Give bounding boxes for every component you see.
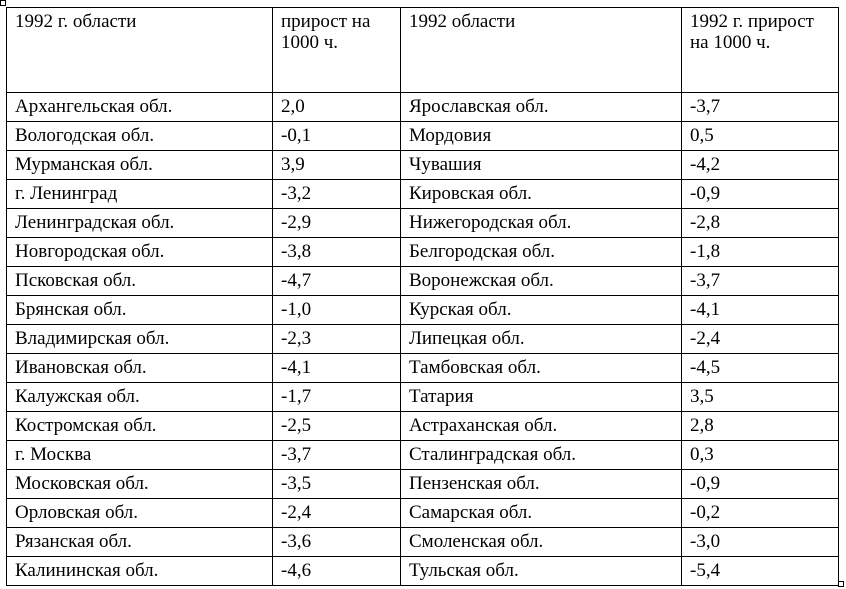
growth-left-cell: -3,6 — [273, 528, 401, 557]
growth-right-cell: -3,7 — [682, 267, 839, 296]
growth-right-cell: -0,9 — [682, 470, 839, 499]
region-right-cell: Мордовия — [401, 122, 682, 151]
header-region-right: 1992 области — [401, 8, 682, 93]
region-left-cell: Архангельская обл. — [7, 93, 273, 122]
growth-left-cell: -2,4 — [273, 499, 401, 528]
growth-left-cell: 2,0 — [273, 93, 401, 122]
growth-left-cell: -1,0 — [273, 296, 401, 325]
region-right-cell: Белгородская обл. — [401, 238, 682, 267]
table-row — [7, 412, 839, 441]
region-left-cell: Рязанская обл. — [7, 528, 273, 557]
growth-left-cell: -3,7 — [273, 441, 401, 470]
region-right-cell: Пензенская обл. — [401, 470, 682, 499]
region-right-cell: Тульская обл. — [401, 557, 682, 586]
table-row — [7, 180, 839, 209]
table-row — [7, 499, 839, 528]
region-right-cell: Сталинградская обл. — [401, 441, 682, 470]
growth-right-cell: -2,8 — [682, 209, 839, 238]
growth-right-cell: -2,4 — [682, 325, 839, 354]
growth-left-cell: -0,1 — [273, 122, 401, 151]
region-left-cell: Костромская обл. — [7, 412, 273, 441]
growth-left-cell: -4,6 — [273, 557, 401, 586]
table-row — [7, 93, 839, 122]
table-row — [7, 151, 839, 180]
growth-right-cell: -4,1 — [682, 296, 839, 325]
growth-right-cell: -0,9 — [682, 180, 839, 209]
growth-right-cell: 3,5 — [682, 383, 839, 412]
table-row — [7, 441, 839, 470]
growth-right-cell: -5,4 — [682, 557, 839, 586]
region-right-cell: Ярославская обл. — [401, 93, 682, 122]
region-left-cell: Ленинградская обл. — [7, 209, 273, 238]
region-left-cell: Брянская обл. — [7, 296, 273, 325]
table-row — [7, 238, 839, 267]
growth-left-cell: -2,3 — [273, 325, 401, 354]
growth-right-cell: -1,8 — [682, 238, 839, 267]
region-left-cell: г. Москва — [7, 441, 273, 470]
region-left-cell: Псковская обл. — [7, 267, 273, 296]
growth-left-cell: -4,7 — [273, 267, 401, 296]
region-left-cell: Орловская обл. — [7, 499, 273, 528]
growth-right-cell: 0,3 — [682, 441, 839, 470]
growth-right-cell: -3,0 — [682, 528, 839, 557]
region-right-cell: Липецкая обл. — [401, 325, 682, 354]
table-resize-handle[interactable] — [838, 581, 844, 587]
region-left-cell: Московская обл. — [7, 470, 273, 499]
region-right-cell: Курская обл. — [401, 296, 682, 325]
region-right-cell: Тамбовская обл. — [401, 354, 682, 383]
regional-population-growth-table — [6, 7, 839, 586]
growth-left-cell: -3,8 — [273, 238, 401, 267]
region-right-cell: Астраханская обл. — [401, 412, 682, 441]
table-row — [7, 209, 839, 238]
growth-right-cell: 2,8 — [682, 412, 839, 441]
region-left-cell: Новгородская обл. — [7, 238, 273, 267]
growth-left-cell: -4,1 — [273, 354, 401, 383]
growth-right-cell: -0,2 — [682, 499, 839, 528]
growth-right-cell: 0,5 — [682, 122, 839, 151]
region-right-cell: Кировская обл. — [401, 180, 682, 209]
table-row — [7, 528, 839, 557]
header-growth-left: прирост на 1000 ч. — [273, 8, 401, 93]
growth-left-cell: 3,9 — [273, 151, 401, 180]
region-right-cell: Воронежская обл. — [401, 267, 682, 296]
growth-left-cell: -1,7 — [273, 383, 401, 412]
growth-left-cell: -2,9 — [273, 209, 401, 238]
region-left-cell: Калужская обл. — [7, 383, 273, 412]
table-row — [7, 470, 839, 499]
table-row — [7, 354, 839, 383]
region-left-cell: Ивановская обл. — [7, 354, 273, 383]
growth-left-cell: -3,2 — [273, 180, 401, 209]
table-body — [7, 8, 839, 586]
growth-left-cell: -2,5 — [273, 412, 401, 441]
region-right-cell: Чувашия — [401, 151, 682, 180]
region-left-cell: Мурманская обл. — [7, 151, 273, 180]
growth-right-cell: -3,7 — [682, 93, 839, 122]
growth-left-cell: -3,5 — [273, 470, 401, 499]
region-left-cell: Владимирская обл. — [7, 325, 273, 354]
growth-right-cell: -4,2 — [682, 151, 839, 180]
region-right-cell: Нижегородская обл. — [401, 209, 682, 238]
table-row — [7, 122, 839, 151]
table-row — [7, 325, 839, 354]
region-right-cell: Самарская обл. — [401, 499, 682, 528]
table-row — [7, 383, 839, 412]
table-row — [7, 267, 839, 296]
region-left-cell: Калининская обл. — [7, 557, 273, 586]
header-growth-right: 1992 г. прирост на 1000 ч. — [682, 8, 839, 93]
table-anchor-marker — [0, 0, 6, 6]
region-left-cell: Вологодская обл. — [7, 122, 273, 151]
table-row — [7, 296, 839, 325]
region-right-cell: Татария — [401, 383, 682, 412]
growth-right-cell: -4,5 — [682, 354, 839, 383]
table-row — [7, 557, 839, 586]
table-header-row — [7, 8, 839, 93]
header-region-left: 1992 г. области — [7, 8, 273, 93]
region-right-cell: Смоленская обл. — [401, 528, 682, 557]
region-left-cell: г. Ленинград — [7, 180, 273, 209]
